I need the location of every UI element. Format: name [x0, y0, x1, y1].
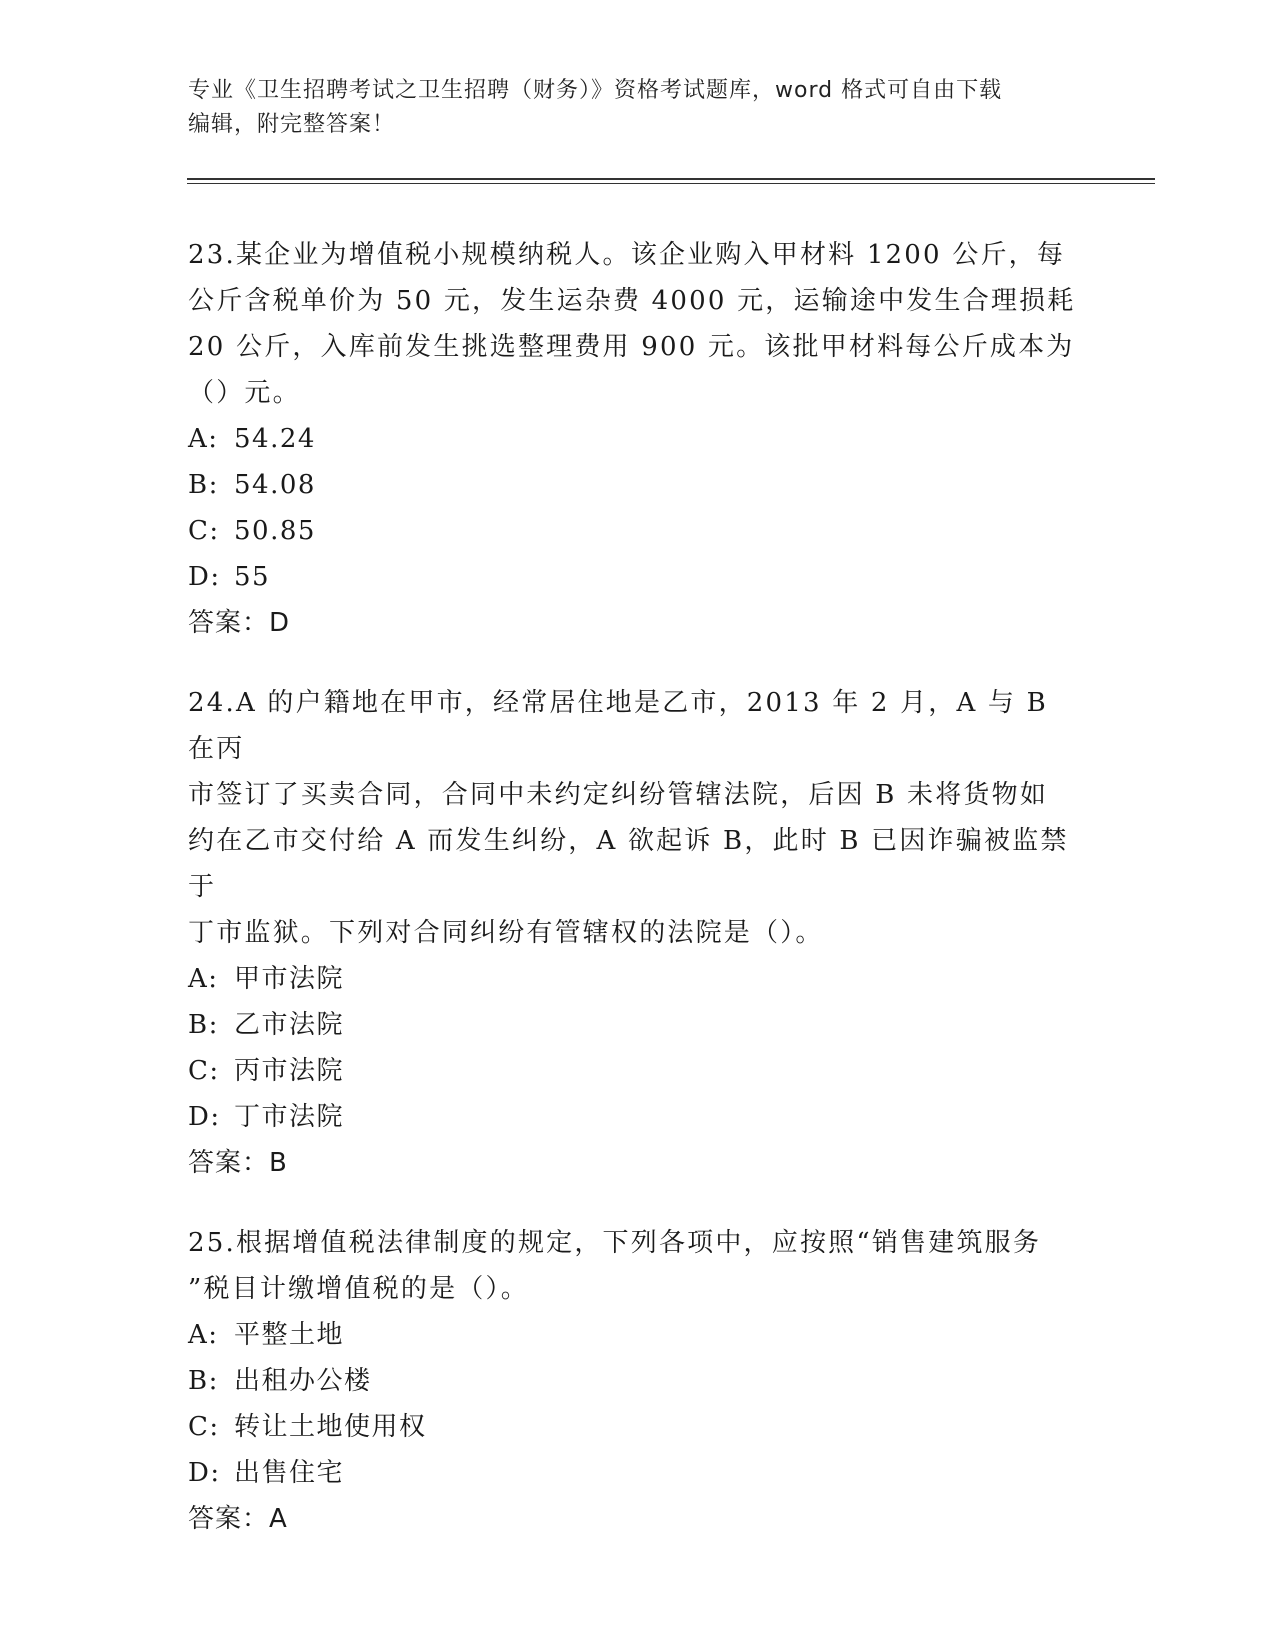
option-letter: C:	[188, 516, 220, 546]
option-letter: A:	[188, 424, 219, 454]
question-line: （）元。	[188, 378, 301, 408]
option-text: 甲市法院	[234, 964, 345, 994]
header-line-2: 编辑，附完整答案！	[188, 112, 396, 137]
question-line: 公斤含税单价为 50 元，发生运杂费 4000 元，运输途中发生合理损耗	[188, 286, 1076, 316]
question-line: 23.某企业为增值税小规模纳税人。该企业购入甲材料 1200 公斤，每	[188, 240, 1066, 270]
option-text: 出租办公楼	[234, 1366, 372, 1396]
question-line: 20 公斤，入库前发生挑选整理费用 900 元。该批甲材料每公斤成本为	[188, 332, 1075, 362]
option-c	[188, 508, 1078, 554]
header-divider-thick	[187, 178, 1155, 180]
header-divider-thin	[187, 183, 1155, 184]
document-header	[188, 74, 1068, 142]
option-text: 丁市法院	[234, 1102, 345, 1132]
option-letter: C:	[188, 1412, 220, 1442]
option-text: 丙市法院	[234, 1056, 345, 1086]
option-letter: C:	[188, 1056, 220, 1086]
option-letter: B:	[188, 1010, 219, 1040]
option-text: 54.08	[234, 470, 316, 500]
option-c	[188, 1404, 1078, 1450]
question-line: 约在乙市交付给 A 而发生纠纷，A 欲起诉 B，此时 B 已因诈骗被监禁于	[188, 826, 1069, 902]
question-25	[188, 1220, 1078, 1542]
option-text: 50.85	[234, 516, 316, 546]
option-letter: B:	[188, 1366, 219, 1396]
answer-line: 答案：B	[188, 1148, 288, 1178]
option-c	[188, 1048, 1078, 1094]
question-line: 丁市监狱。下列对合同纠纷有管辖权的法院是（）。	[188, 918, 824, 948]
question-line: 25.根据增值税法律制度的规定，下列各项中，应按照“销售建筑服务	[188, 1228, 1042, 1258]
option-b	[188, 462, 1078, 508]
option-b	[188, 1002, 1078, 1048]
question-line: 市签订了买卖合同，合同中未约定纠纷管辖法院，后因 B 未将货物如	[188, 780, 1049, 810]
question-line: ”税目计缴增值税的是（）。	[188, 1274, 529, 1304]
question-list	[188, 232, 1078, 1576]
option-d	[188, 1450, 1078, 1496]
answer-line: 答案：A	[188, 1504, 288, 1534]
option-text: 55	[234, 562, 271, 592]
option-letter: A:	[188, 964, 219, 994]
option-letter: D:	[188, 1458, 221, 1488]
option-letter: D:	[188, 1102, 221, 1132]
question-23	[188, 232, 1078, 646]
option-text: 转让土地使用权	[234, 1412, 427, 1442]
option-letter: B:	[188, 470, 219, 500]
header-line-1: 专业《卫生招聘考试之卫生招聘（财务）》资格考试题库，word 格式可自由下载	[188, 78, 1003, 103]
option-a	[188, 1312, 1078, 1358]
option-letter: A:	[188, 1320, 219, 1350]
option-d	[188, 554, 1078, 600]
option-text: 54.24	[234, 424, 316, 454]
option-a	[188, 416, 1078, 462]
option-text: 乙市法院	[234, 1010, 345, 1040]
option-a	[188, 956, 1078, 1002]
answer-line: 答案：D	[188, 608, 291, 638]
question-24	[188, 680, 1078, 1186]
option-b	[188, 1358, 1078, 1404]
question-line: 24.A 的户籍地在甲市，经常居住地是乙市，2013 年 2 月，A 与 B 在丙	[188, 688, 1048, 764]
option-d	[188, 1094, 1078, 1140]
option-text: 出售住宅	[234, 1458, 345, 1488]
option-text: 平整土地	[234, 1320, 345, 1350]
option-letter: D:	[188, 562, 221, 592]
